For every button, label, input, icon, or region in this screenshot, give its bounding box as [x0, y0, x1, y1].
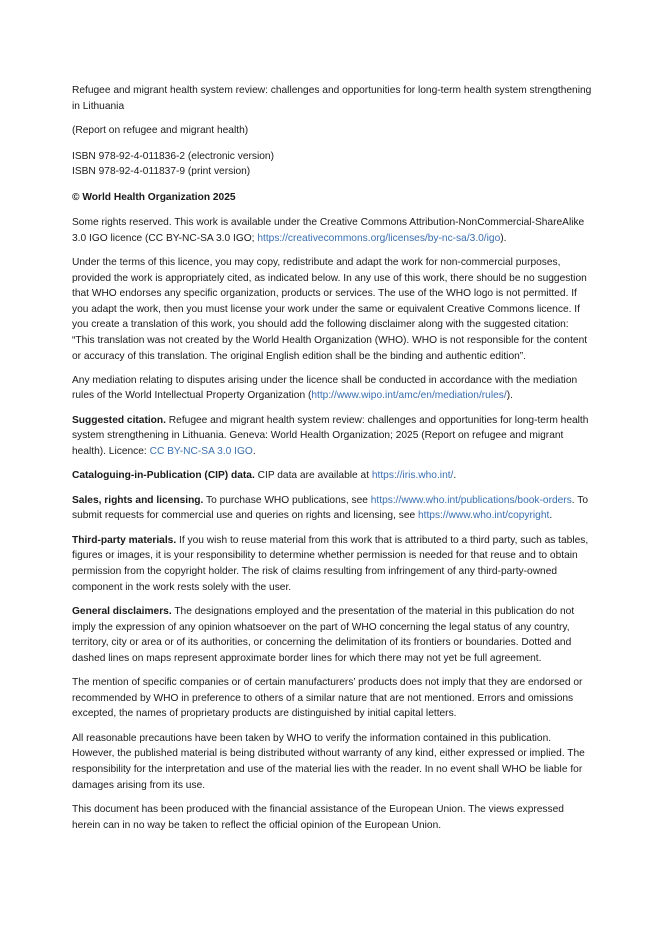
copyright-notice: © World Health Organization 2025 — [72, 191, 236, 203]
mediation-text: Any mediation relating to disputes arising under the licence shall be conducted in accordance with the mediation rules of the World Intellectual Property Organization ( — [72, 374, 578, 402]
third-party-text: If you wish to reuse material from this work that is attributed to a third party, such as tables, figures or images, it is your responsibility to determine whether permission is needed for that reuse and to obtain permission from the copyright holder. The risk of claims resulting from infringement of any third-party-owned component in the work rests solely with the user. — [72, 534, 589, 593]
citation-text: Refugee and migrant health system review: challenges and opportunities for long-term health system strengthening in Lithuania. Geneva: World Health Organization; 2025 (Report on refugee and migrant health). Licence: — [72, 414, 589, 458]
sales-paragraph — [72, 493, 592, 524]
cip-paragraph — [72, 468, 592, 484]
book-orders-link[interactable]: https://www.who.int/publications/book-orders — [370, 494, 572, 506]
rights-text: Some rights reserved. This work is available under the Creative Commons Attribution-NonCommercial-ShareAlike 3.0 IGO licence (CC BY-NC-SA 3.0 IGO; — [72, 216, 585, 244]
citation-lead: Suggested citation. — [72, 414, 166, 426]
cip-text: CIP data are available at — [254, 470, 372, 482]
copyright-link[interactable]: https://www.who.int/copyright — [417, 510, 550, 522]
sales-mid: . To submit requests for commercial use and queries on rights and licensing, see — [72, 494, 589, 522]
cip-after: . — [453, 470, 457, 482]
general-text: The designations employed and the presentation of the material in this publication do not imply the expression of any opinion whatsoever on the part of WHO concerning the legal status of any country, territory, city or area or of its authorities, or concerning the delimitation of its frontiers or boundaries. Dotted and dashed lines on maps represent approximate border lines for which there may not yet be full agreement. — [72, 606, 575, 664]
sales-after: . — [549, 510, 553, 522]
cip-lead: Cataloguing-in-Publication (CIP) data. — [72, 470, 255, 482]
general-lead: General disclaimers. — [72, 606, 172, 617]
third-party-paragraph — [72, 533, 592, 595]
rights-after: ). — [500, 232, 507, 244]
report-series: (Report on refugee and migrant health) — [72, 124, 249, 136]
isbn-print: ISBN 978-92-4-011837-9 (print version) — [72, 166, 251, 178]
rights-paragraph — [72, 215, 592, 246]
companies-paragraph: The mention of specific companies or of certain manufacturers’ products does not imply that they are endorsed or recommended by WHO in preference to others of a similar nature that are not mentioned. Errors and omissions excepted, the names of proprietary products are distinguished by initial capital letters. — [72, 677, 583, 720]
report-title: Refugee and migrant health system review: challenges and opportunities for long-term health system strengthening in Lithuania — [72, 85, 592, 112]
third-party-lead: Third-party materials. — [72, 534, 177, 546]
isbn-electronic: ISBN 978-92-4-011836-2 (electronic version) — [72, 150, 274, 162]
precautions-paragraph: All reasonable precautions have been taken by WHO to verify the information contained in this publication. However, the published material is being distributed without warranty of any kind, either expressed or implied. The responsibility for the interpretation and use of the material lies with the reader. In no event shall WHO be liable for damages arising from its use. — [72, 732, 585, 791]
mediation-after: ). — [506, 390, 513, 402]
citation-licence-link[interactable]: CC BY-NC-SA 3.0 IGO — [149, 446, 253, 458]
copyright-page — [72, 83, 592, 842]
isbn-block — [72, 149, 592, 180]
general-disclaimers-paragraph — [72, 604, 592, 666]
iris-link[interactable]: https://iris.who.int/ — [371, 470, 454, 482]
wipo-link[interactable]: http://www.wipo.int/amc/en/mediation/rules/ — [311, 390, 507, 402]
licence-terms-paragraph: Under the terms of this licence, you may copy, redistribute and adapt the work for non-commercial purposes, provided the work is appropriately cited, as indicated below. In any use of this work, there should be no suggestion that WHO endorses any specific organization, products or services. The use of the WHO logo is not permitted. If you adapt the work, then you must license your work under the same or equivalent Creative Commons licence. If you create a translation of this work, you should add the following disclaimer along with the suggested citation: “This translation was not created by the World Health Organization (WHO). WHO is not responsible for the content or accuracy of this translation. The original English edition shall be the binding and authentic edition”. — [72, 256, 588, 362]
mediation-paragraph — [72, 373, 592, 404]
citation-paragraph — [72, 413, 592, 460]
citation-after: . — [252, 446, 256, 458]
sales-text: To purchase WHO publications, see — [203, 494, 371, 506]
sales-lead: Sales, rights and licensing. — [72, 494, 204, 506]
cc-licence-link[interactable]: https://creativecommons.org/licenses/by-nc-sa/3.0/igo — [257, 232, 501, 244]
eu-paragraph: This document has been produced with the financial assistance of the European Union. The views expressed herein can in no way be taken to reflect the official opinion of the European Union. — [72, 803, 564, 831]
